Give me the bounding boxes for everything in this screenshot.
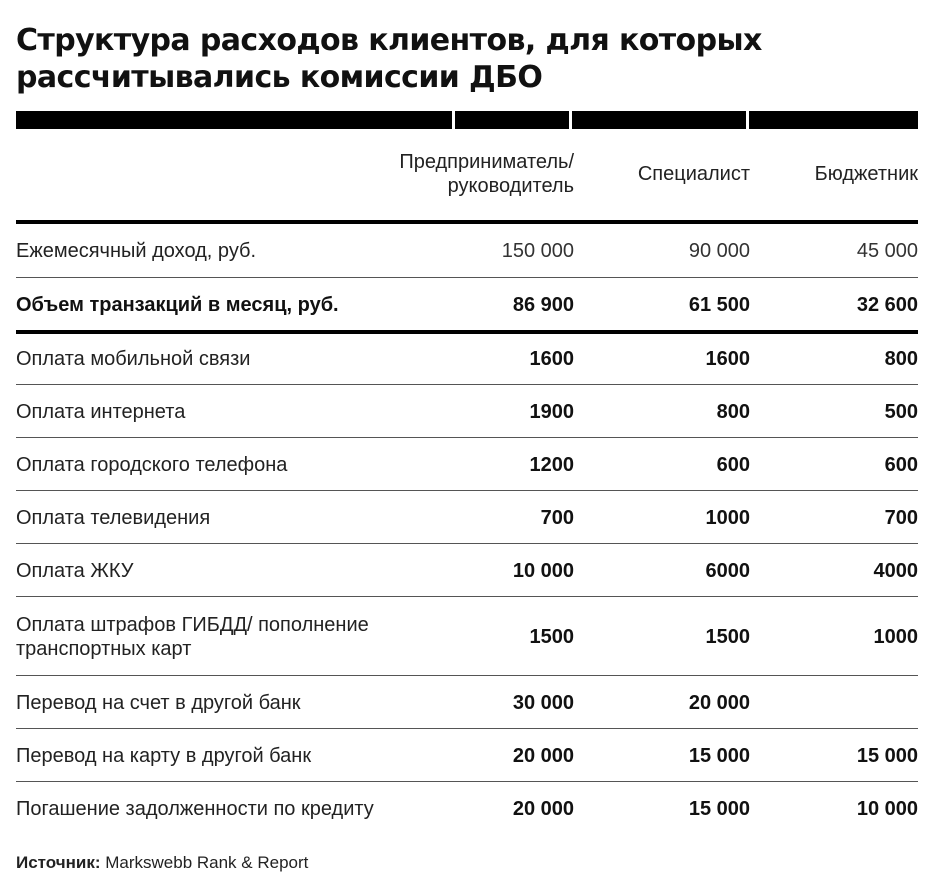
cell-value: 20 000: [512, 744, 574, 767]
row-label: Ежемесячный доход, руб.: [16, 240, 257, 262]
cell-value: 15 000: [856, 744, 918, 767]
table-row: [16, 729, 918, 782]
chart-title: Структура расходов клиентов, для которых рассчитывались комиссии ДБО: [16, 23, 762, 95]
row-label: Перевод на счет в другой банк: [16, 691, 301, 714]
header-bar: [16, 111, 918, 129]
cell-value: 30 000: [512, 691, 574, 714]
cell-value: 600: [716, 453, 750, 476]
cell-value: 45 000: [856, 240, 918, 262]
column-header-specialist: Специалист: [637, 163, 750, 185]
table-row: [16, 438, 918, 491]
row-label: Оплата штрафов ГИБДД/ пополнение транспортных карт: [16, 613, 369, 660]
cell-value: 700: [540, 506, 574, 529]
cell-value: 86 900: [512, 294, 574, 316]
cell-value: 1500: [705, 625, 750, 648]
cell-value: 15 000: [688, 744, 750, 767]
cell-value: 500: [884, 400, 918, 423]
row-label: Оплата телевидения: [16, 506, 211, 529]
row-label: Оплата мобильной связи: [16, 347, 251, 370]
cell-value: 1500: [529, 625, 574, 648]
row-label: Оплата ЖКУ: [16, 559, 134, 582]
table-row: [16, 332, 918, 385]
cell-value: 1200: [529, 453, 574, 476]
cell-value: 1000: [873, 625, 918, 648]
cell-value: 90 000: [688, 240, 750, 262]
table-row: [16, 782, 918, 835]
table-row: [16, 385, 918, 438]
table-row: [16, 278, 918, 332]
column-header-entrepreneur: Предприниматель/ руководитель: [399, 151, 574, 197]
cell-value: 1600: [529, 347, 574, 370]
row-label: Перевод на карту в другой банк: [16, 744, 312, 767]
cell-value: 1000: [705, 506, 750, 529]
cell-value: 20 000: [512, 797, 574, 820]
cell-value: 600: [884, 453, 918, 476]
table-row: [16, 491, 918, 544]
row-label: Оплата интернета: [16, 400, 186, 423]
cell-value: 150 000: [501, 240, 574, 262]
row-label: Оплата городского телефона: [16, 453, 288, 476]
table-row: [16, 544, 918, 597]
cell-value: 1600: [705, 347, 750, 370]
cell-value: 32 600: [856, 294, 918, 316]
column-header-public-employee: Бюджетник: [814, 163, 918, 185]
cell-value: 20 000: [688, 691, 750, 714]
row-label: Объем транзакций в месяц, руб.: [16, 294, 339, 316]
cell-value: 1900: [529, 400, 574, 423]
row-label: Погашение задолженности по кредиту: [16, 797, 374, 820]
source-label: Источник:: [16, 853, 101, 872]
cell-value: 800: [716, 400, 750, 423]
table-row: [16, 676, 918, 729]
cell-value: 10 000: [512, 559, 574, 582]
source-text: Markswebb Rank & Report: [105, 853, 309, 872]
header-bar-gap: [452, 111, 455, 129]
source-note: [16, 852, 308, 874]
header-bar-gap: [746, 111, 749, 129]
cell-value: 10 000: [856, 797, 918, 820]
cell-value: 700: [884, 506, 918, 529]
cell-value: 15 000: [688, 797, 750, 820]
table-row: [16, 597, 918, 676]
header-bar-gap: [569, 111, 572, 129]
cell-value: 6000: [705, 559, 750, 582]
cell-value: 4000: [873, 559, 918, 582]
cell-value: 61 500: [688, 294, 750, 316]
table-row: [16, 224, 918, 278]
cell-value: 800: [884, 347, 918, 370]
